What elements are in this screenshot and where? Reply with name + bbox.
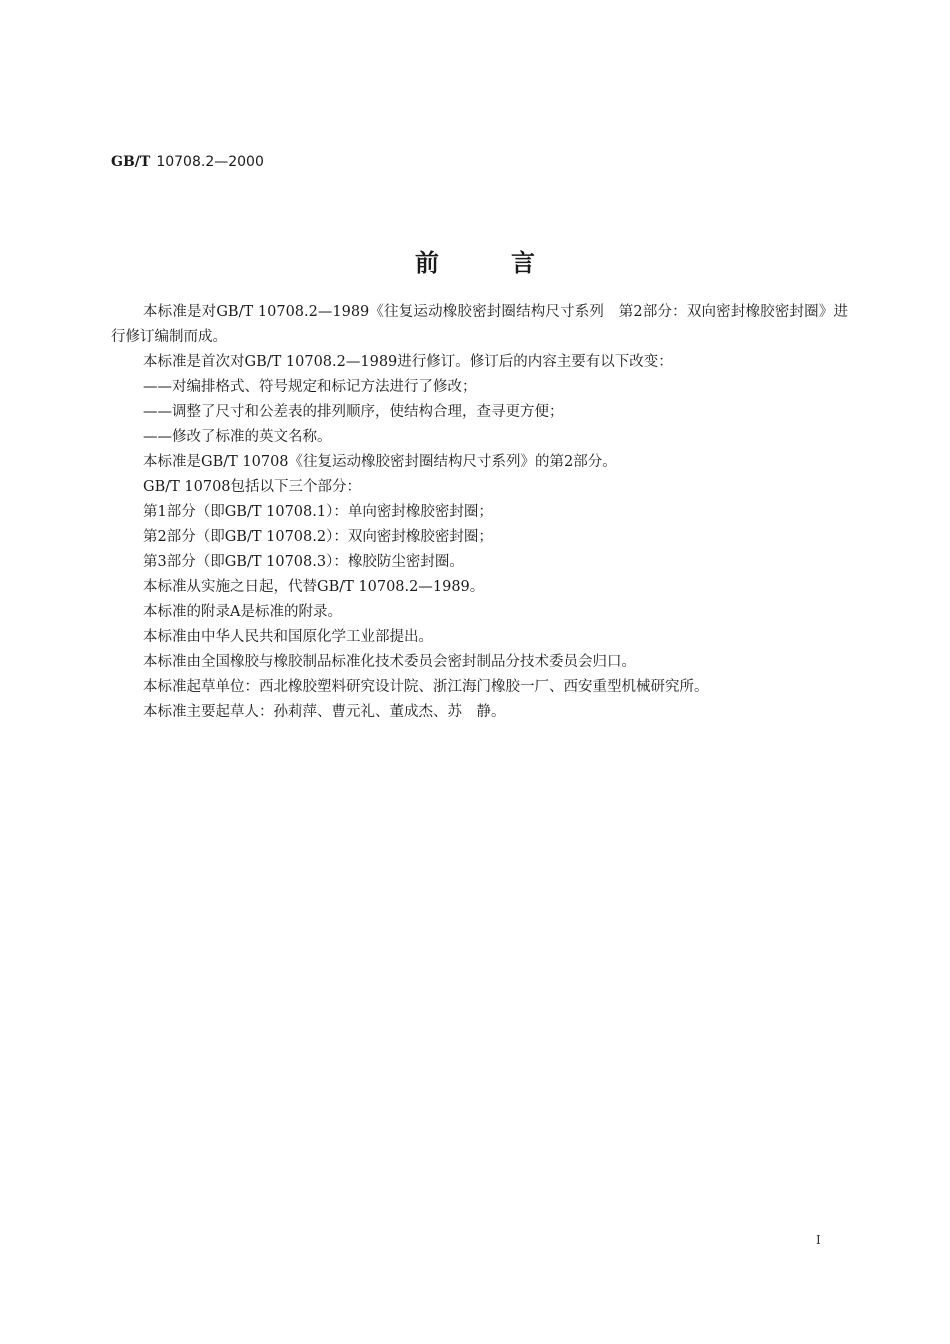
paragraph: ——修改了标准的英文名称。 — [143, 429, 332, 445]
paragraph: 本标准的附录A是标准的附录。 — [143, 604, 342, 620]
standard-number: 10708.2—2000 — [156, 154, 264, 170]
standard-code — [111, 152, 264, 172]
standard-prefix: GB/T — [111, 154, 151, 170]
paragraph: 本标准由中华人民共和国原化学工业部提出。 — [143, 629, 433, 645]
paragraph: 本标准从实施之日起，代替GB/T 10708.2—1989。 — [143, 579, 485, 595]
foreword-body — [111, 300, 848, 725]
paragraph: ——对编排格式、符号规定和标记方法进行了修改； — [143, 379, 477, 395]
page-number: I — [816, 1233, 821, 1247]
paragraph: 本标准主要起草人：孙莉萍、曹元礼、董成杰、苏 静。 — [143, 704, 506, 720]
paragraph: 本标准由全国橡胶与橡胶制品标准化技术委员会密封制品分技术委员会归口。 — [143, 654, 636, 670]
paragraph: GB/T 10708包括以下三个部分： — [143, 479, 362, 495]
page-title: 前言 — [415, 249, 607, 277]
paragraph: 本标准是对GB/T 10708.2—1989《往复运动橡胶密封圈结构尺寸系列 第2部分：双向密封橡胶密封圈》进行修订编制而成。 — [111, 304, 848, 345]
paragraph: 第3部分（即GB/T 10708.3）：橡胶防尘密封圈。 — [143, 554, 464, 570]
paragraph: 第2部分（即GB/T 10708.2）：双向密封橡胶密封圈； — [143, 529, 493, 545]
paragraph: 本标准是首次对GB/T 10708.2—1989进行修订。修订后的内容主要有以下改变： — [143, 354, 673, 370]
paragraph: 本标准是GB/T 10708《往复运动橡胶密封圈结构尺寸系列》的第2部分。 — [143, 454, 617, 470]
paragraph: 本标准起草单位：西北橡胶塑料研究设计院、浙江海门橡胶一厂、西安重型机械研究所。 — [143, 679, 709, 695]
paragraph: ——调整了尺寸和公差表的排列顺序，使结构合理，查寻更方便； — [143, 404, 564, 420]
paragraph: 第1部分（即GB/T 10708.1）：单向密封橡胶密封圈； — [143, 504, 493, 520]
